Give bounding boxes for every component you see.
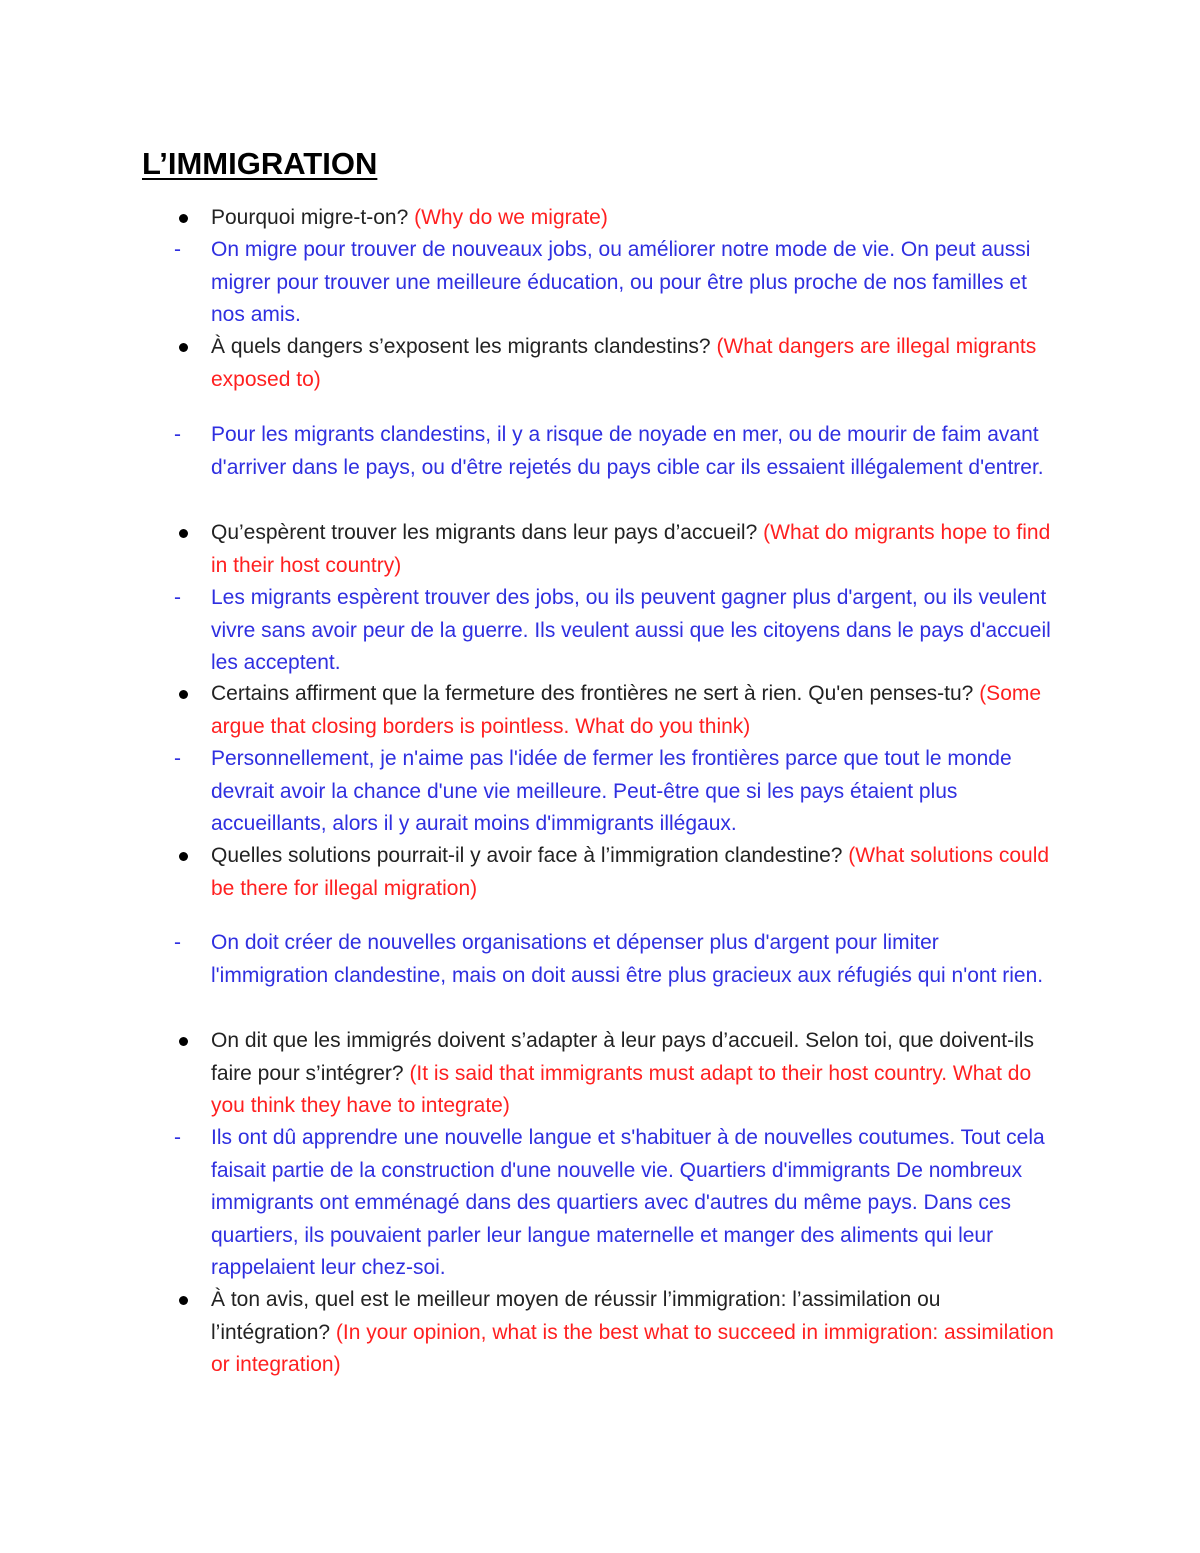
dash-marker: - [174,747,181,770]
question-7-english: (In your opinion, what is the best what to succeed in immigration: assimilation or integration) [211,1320,1054,1376]
question-6-french: On dit que les immigrés doivent s’adapter à leur pays d’accueil. Selon toi, que doivent-ils faire pour s’intégrer? [211,1029,1034,1085]
question-1 [211,202,1061,235]
answer-2: Pour les migrants clandestins, il y a risque de noyade en mer, ou de mourir de faim avant d'arriver dans le pays, ou d'être rejetés du pays cible car ils essaient illégalement d'entrer. [211,423,1044,479]
question-7-french: À ton avis, quel est le meilleur moyen de réussir l’immigration: l’assimilation ou l’intégration? [211,1288,941,1344]
question-4 [211,678,1061,743]
question-5-french: Quelles solutions pourrait-il y avoir face à l’immigration clandestine? [211,844,849,867]
dash-marker: - [174,238,181,261]
question-2-english: (What dangers are illegal migrants exposed to) [211,335,1037,391]
question-2 [211,331,1061,396]
answer-4: Personnellement, je n'aime pas l'idée de fermer les frontières parce que tout le monde devrait avoir la chance d'une vie meilleure. Peut-être que si les pays étaient plus accueillants, alors il y aurait moins d'immigrants illégaux. [211,747,1012,835]
question-5-english: (What solutions could be there for illegal migration) [211,844,1050,900]
question-3-english: (What do migrants hope to find in their host country) [211,521,1051,577]
dash-marker: - [174,931,181,954]
question-5 [211,840,1061,905]
answer-5: On doit créer de nouvelles organisations et dépenser plus d'argent pour limiter l'immigration clandestine, mais on doit aussi être plus gracieux aux réfugiés qui n'ont rien. [211,931,1044,987]
question-4-english: (Some argue that closing borders is pointless. What do you think) [211,682,1042,738]
page-title: L’IMMIGRATION [142,146,378,181]
question-6 [211,1025,1061,1123]
question-4-french: Certains affirment que la fermeture des frontières ne sert à rien. Qu'en penses-tu? [211,682,980,705]
answer-6: Ils ont dû apprendre une nouvelle langue et s'habituer à de nouvelles coutumes. Tout cela faisait partie de la construction d'une nouvelle vie. Quartiers d'immigrants De nombreux immigrants ont emménagé dans des quartiers avec d'autres du même pays. Dans ces quartiers, ils pouvaient parler leur langue maternelle et manger des aliments qui leur rappelaient leur chez-soi. [211,1126,1045,1279]
dash-marker: - [174,423,181,446]
question-7 [211,1284,1061,1382]
dash-marker: - [174,1126,181,1149]
answer-1: On migre pour trouver de nouveaux jobs, ou améliorer notre mode de vie. On peut aussi migrer pour trouver une meilleure éducation, ou pour être plus proche de nos familles et nos amis. [211,238,1031,326]
question-3-french: Qu’espèrent trouver les migrants dans leur pays d’accueil? [211,521,764,544]
question-1-english: (Why do we migrate) [414,206,608,229]
question-2-french: À quels dangers s’exposent les migrants clandestins? [211,335,717,358]
answer-3: Les migrants espèrent trouver des jobs, ou ils peuvent gagner plus d'argent, ou ils veulent vivre sans avoir peur de la guerre. Ils veulent aussi que les citoyens dans le pays d'accueil les acceptent. [211,586,1051,674]
question-1-french: Pourquoi migre-t-on? [211,206,415,229]
question-3 [211,517,1061,582]
dash-marker: - [174,586,181,609]
question-6-english: (It is said that immigrants must adapt to their host country. What do you think they have to integrate) [211,1061,1032,1117]
